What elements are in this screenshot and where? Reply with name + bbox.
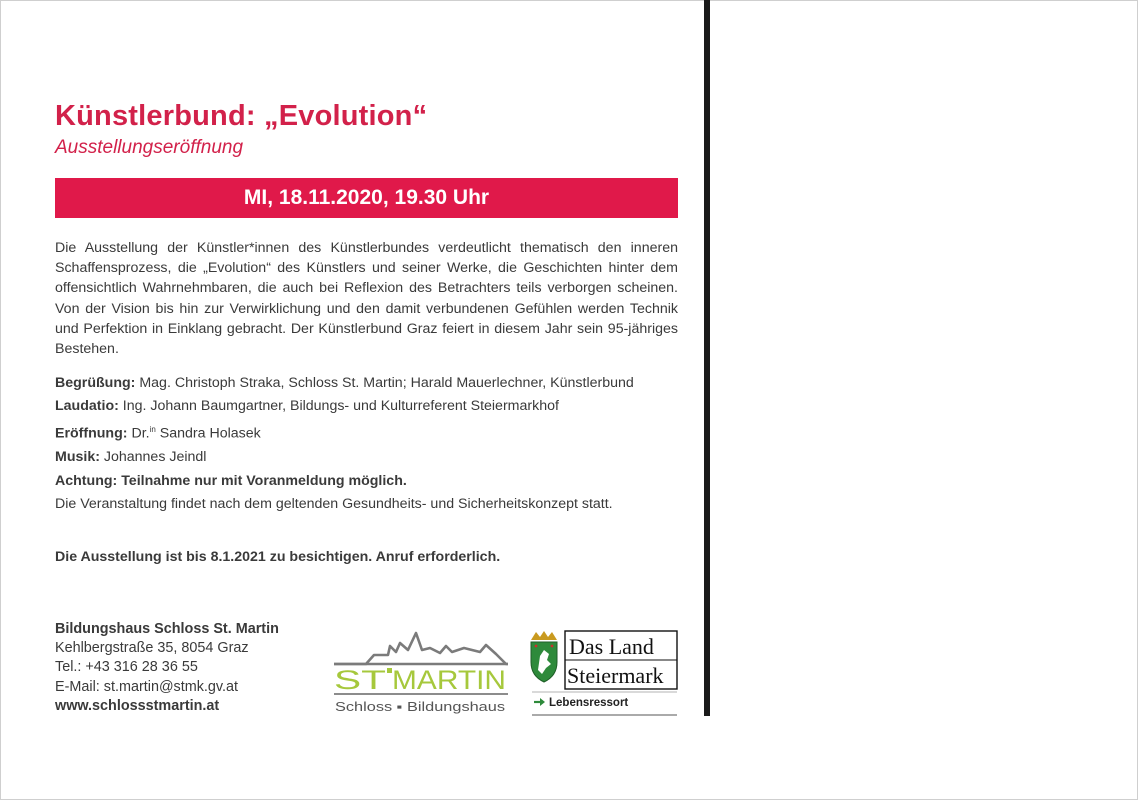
- event-title: Künstlerbund: „Evolution“: [55, 100, 428, 132]
- land-logo-line1: Das Land: [569, 634, 654, 659]
- fold-divider: [704, 0, 710, 716]
- opening-title-sup: in: [149, 425, 156, 434]
- concept-text: Die Veranstaltung findet nach dem geltenden Gesundheits- und Sicherheitskonzept statt.: [55, 496, 613, 512]
- steiermark-coat-of-arms-icon: [531, 631, 557, 682]
- land-logo-line2: Steiermark: [567, 663, 664, 688]
- exhibition-duration: Die Ausstellung ist bis 8.1.2021 zu besichtigen. Anruf erforderlich.: [55, 549, 501, 565]
- stmartin-logo: [330, 628, 512, 718]
- opening-label: Eröffnung:: [55, 425, 128, 442]
- program-greeting: [55, 372, 695, 395]
- venue-phone: Tel.: +43 316 28 36 55: [55, 659, 198, 676]
- event-subtitle: Ausstellungseröffnung: [55, 137, 244, 158]
- stmartin-logo-martin: MARTIN: [392, 665, 506, 695]
- greeting-label: Begrüßung:: [55, 375, 136, 391]
- program-laudatio: [55, 395, 695, 418]
- venue-street: Kehlbergstraße 35, 8054 Graz: [55, 640, 249, 657]
- stmartin-logo-tagline: Schloss ▪ Bildungshaus: [335, 700, 505, 714]
- attention-text: Achtung: Teilnahme nur mit Voranmeldung möglich.: [55, 473, 407, 489]
- land-steiermark-logo: [528, 630, 680, 718]
- greeting-value: Mag. Christoph Straka, Schloss St. Martin; Harald Mauerlechner, Künstlerbund: [139, 375, 634, 391]
- event-date-banner: [55, 178, 678, 218]
- contact-address: [55, 620, 279, 716]
- laudatio-label: Laudatio:: [55, 398, 119, 414]
- opening-title: Dr.: [131, 425, 150, 442]
- venue-website[interactable]: www.schlossstmartin.at: [55, 697, 220, 714]
- castle-skyline-icon: [334, 633, 508, 664]
- event-description: Die Ausstellung der Künstler*innen des Künstlerbundes verdeutlicht thematisch den inneren Schaffensprozess, die „Evolution“ des Künstlers und seiner Werke, die Geschichten hinter dem offensichtlich Wahrnehmbaren, die auch bei Reflexion des Betrachters teils verborgen scheinen. Von der Vision bis hin zur Verwirklichung und den damit verbundenen Gefühlen werden Technik und Perfektion in Einklang gebracht. Der Künstlerbund Graz feiert in diesem Jahr sein 95-jähriges Bestehen.: [55, 240, 678, 358]
- music-value: Johannes Jeindl: [103, 448, 207, 465]
- music-label: Musik:: [55, 448, 100, 465]
- event-date-text: MI, 18.11.2020, 19.30 Uhr: [243, 186, 490, 209]
- opening-name: Sandra Holasek: [159, 425, 261, 442]
- land-logo-ressort: Lebensressort: [549, 697, 629, 709]
- program-list: [55, 372, 695, 469]
- arrow-right-icon: [534, 698, 545, 706]
- program-music: [55, 446, 695, 469]
- venue-name: Bildungshaus Schloss St. Martin: [55, 621, 279, 637]
- venue-email[interactable]: E-Mail: st.martin@stmk.gv.at: [55, 678, 239, 695]
- laudatio-value: Ing. Johann Baumgartner, Bildungs- und Kulturreferent Steiermarkhof: [122, 398, 559, 414]
- stmartin-logo-st: ST: [334, 665, 386, 695]
- program-opening: [55, 418, 695, 446]
- notice-block: [55, 470, 695, 516]
